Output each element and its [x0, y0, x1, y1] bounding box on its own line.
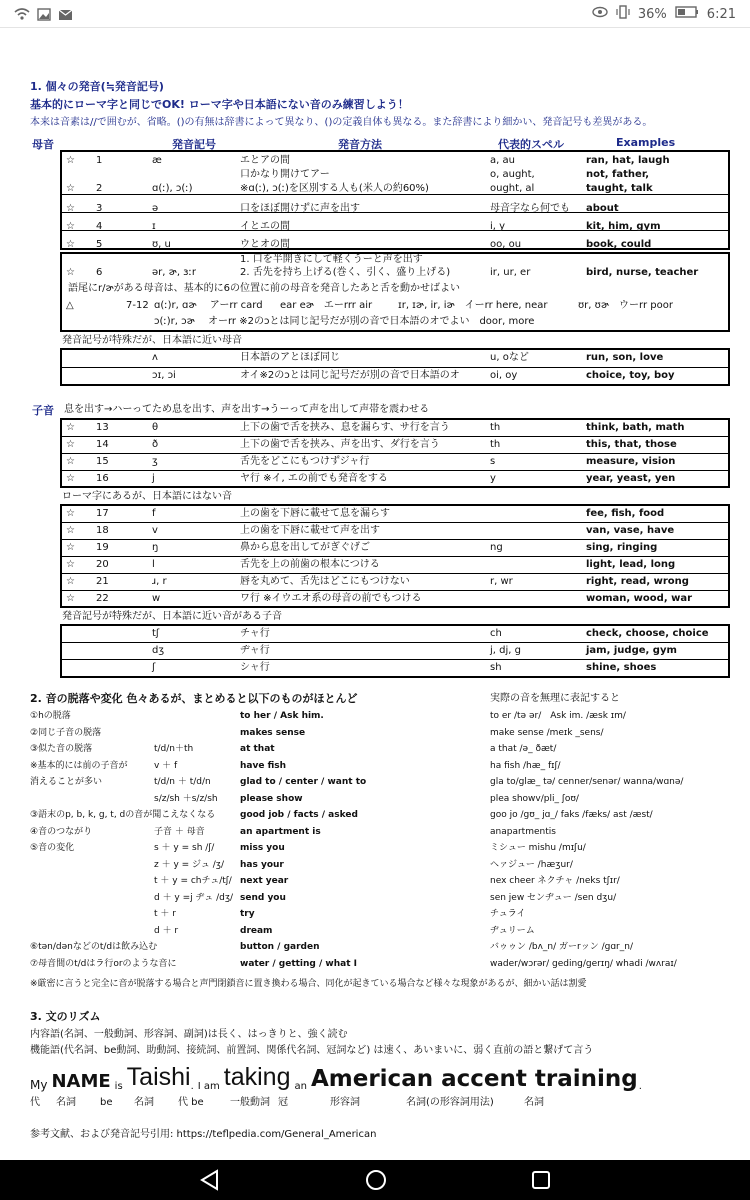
row-examples: fee, fish, food: [586, 508, 665, 519]
row-star: ☆: [66, 542, 75, 553]
change-example: dream: [240, 925, 273, 936]
row-star: ☆: [66, 473, 75, 484]
row-spelling: sh: [490, 662, 502, 673]
row-spelling: y: [490, 473, 496, 484]
row-examples: right, read, wrong: [586, 576, 689, 587]
row-examples: ran, hat, laugh: [586, 155, 670, 166]
r-vowel-spelling: ir, ur, er: [490, 267, 531, 278]
word-i-am: I am: [197, 1081, 220, 1092]
row-symbol: æ: [152, 155, 162, 166]
row-star: ☆: [66, 183, 75, 194]
row-number: 18: [96, 525, 109, 536]
word-period-1: .: [190, 1081, 194, 1092]
row-spelling: oi, oy: [490, 370, 518, 381]
row-method: 日本語のアとほぼ同じ: [240, 352, 340, 363]
row-method: 上の歯を下唇に載せて息を漏らす: [240, 508, 390, 519]
tag-be: be: [100, 1097, 113, 1108]
row-spelling: o, aught,: [490, 169, 535, 180]
row-symbol: ʃ: [152, 662, 156, 673]
word-period-2: .: [638, 1081, 642, 1092]
section1-subtitle: 基本的にローマ字と同じでOK! ローマ字や日本語にない音のみ練習しよう！: [30, 98, 409, 111]
tag-noun-1: 名詞: [56, 1097, 76, 1108]
row-star: ☆: [66, 155, 75, 166]
row-examples: kit, him, gym: [586, 221, 661, 232]
tag-verb: 一般動詞: [230, 1097, 270, 1108]
row-method: オイ※2のɔとは同じ記号だが別の音で日本語のオ: [240, 370, 460, 381]
change-rule: d ＋ r: [154, 925, 179, 936]
row-number: 4: [96, 221, 103, 232]
r-vowel-method2: 2. 舌先を持ち上げる(巻く、引く、盛り上げる): [240, 267, 451, 278]
row-method: 舌先を上の前歯の根本につける: [240, 559, 380, 570]
row-method: ヂャ行: [240, 645, 270, 656]
row-number: 15: [96, 456, 109, 467]
row-number: 1: [96, 155, 103, 166]
row-spelling: a, au: [490, 155, 515, 166]
row-symbol: θ: [152, 422, 159, 433]
change-rule: z ＋ y = ジュ /ʒ/: [154, 859, 224, 870]
row-examples: woman, wood, war: [586, 593, 693, 604]
row-symbol: l: [152, 559, 155, 570]
row-star: ☆: [66, 508, 75, 519]
section2-title: 2. 音の脱落や変化 色々あるが、まとめると以下のものがほとんど: [30, 692, 358, 705]
change-example: next year: [240, 876, 289, 886]
row-number: 19: [96, 542, 109, 553]
special-vowel-label: 発音記号が特殊だが、日本語に近い母音: [62, 335, 242, 346]
r-line-triangle: △: [66, 300, 74, 311]
change-rule: t/d/n＋th: [154, 744, 194, 754]
change-example: send you: [240, 892, 286, 903]
r-line-number: 7-12: [126, 300, 149, 311]
section3-line2: 機能語(代名詞、be動詞、助動詞、接続詞、前置詞、関係代名詞、冠詞など) は速く、あいまいに、弱く直前の語と繋げて言う: [30, 1045, 594, 1056]
r-line-ar: ɑ(ː)r, ɑɚ アーrr card: [154, 300, 263, 311]
row-examples: this, that, those: [586, 439, 677, 450]
tag-article: 冠: [278, 1097, 288, 1108]
row-star: ☆: [66, 559, 75, 570]
section2-right-title: 実際の音を無理に表記すると: [490, 693, 620, 704]
row-method: ワ行 ※イウエオ系の母音の前でもつける: [240, 593, 422, 604]
header-spelling: 代表的スペル: [498, 138, 564, 151]
row-symbol: v: [152, 525, 158, 536]
word-name: NAME: [51, 1071, 111, 1092]
row-number: 5: [96, 239, 103, 250]
change-real-sound: ha fish /hæ_ fɪʃ/: [490, 760, 561, 771]
clock: 6:21: [706, 6, 736, 22]
row-method: ※ɑ(ː), ɔ(ː)を区別する人も(米人の約60%): [240, 183, 429, 194]
row-examples: not, father,: [586, 169, 650, 180]
row-symbol: dʒ: [152, 645, 165, 656]
word-taking: taking: [223, 1063, 291, 1091]
change-example: miss you: [240, 843, 285, 853]
row-symbol: j: [152, 473, 155, 484]
r-vowel-number: 6: [96, 267, 103, 278]
row-examples: check, choose, choice: [586, 628, 709, 639]
row-symbol: ɪ: [152, 221, 156, 232]
row-method: 上の歯を下唇に載せて声を出す: [240, 525, 380, 536]
back-button[interactable]: [198, 1168, 222, 1196]
reference: 参考文献、および発音記号引用: https://teflpedia.com/General_American: [30, 1129, 377, 1140]
change-rule: d ＋ y =j ヂュ /dʒ/: [154, 892, 234, 903]
change-label: ③語末のp, b, k, g, t, dの音が聞こえなくなる: [30, 810, 216, 820]
r-vowel-symbol: ər, ɚ, ɜːr: [152, 267, 196, 278]
row-spelling: u, oなど: [490, 352, 529, 363]
change-rule: t ＋ y = chチュ/tʃ/: [154, 876, 232, 886]
row-symbol: tʃ: [152, 628, 160, 639]
mail-icon: [58, 6, 73, 25]
tag-pronoun: 代: [30, 1097, 40, 1108]
change-real-sound: ヘァジュー /hæʒur/: [490, 859, 573, 870]
header-vowel: 母音: [32, 138, 54, 151]
header-symbol: 発音記号: [172, 138, 216, 151]
change-label: 消えることが多い: [30, 777, 103, 787]
tag-pronoun-be: 代 be: [178, 1097, 204, 1108]
tag-noun-adjectival: 名詞(の形容詞用法): [406, 1097, 494, 1108]
row-method: 上下の歯で舌を挟み、声を出す、ダ行を言う: [240, 439, 440, 450]
row-star: ☆: [66, 203, 75, 214]
change-label: ②同じ子音の脱落: [30, 727, 102, 738]
row-symbol: ʌ: [152, 352, 158, 363]
row-spelling: ch: [490, 628, 502, 639]
change-real-sound: nex cheer ネクチャ /neks tʃɪr/: [490, 876, 620, 886]
row-symbol: w: [152, 593, 161, 604]
row-number: 17: [96, 508, 109, 519]
row-star: ☆: [66, 239, 75, 250]
row-symbol: ɔɪ, ɔi: [152, 370, 176, 381]
row-star: ☆: [66, 576, 75, 587]
row-star: ☆: [66, 439, 75, 450]
row-symbol: ɹ, r: [152, 576, 167, 587]
wifi-icon: [14, 6, 30, 25]
word-is: is: [114, 1081, 123, 1092]
r-vowel-examples: bird, nurse, teacher: [586, 267, 699, 278]
row-spelling: s: [490, 456, 496, 467]
consonant-label: 子音: [32, 404, 54, 417]
row-method: ヤ行 ※イ, エの前でも発音をする: [240, 473, 388, 484]
change-label: ⑤音の変化: [30, 843, 75, 853]
r-vowel-method1: 1. 口を半開きにして軽くうーと声を出す: [240, 254, 423, 265]
row-method: 上下の歯で舌を挟み、息を漏らす、サ行を言う: [240, 422, 450, 433]
row-method: ウとオの間: [240, 239, 290, 250]
row-spelling: 母音字なら何でも: [490, 203, 570, 214]
change-rule: s/z/sh ＋s/z/sh: [154, 793, 218, 804]
change-example: have fish: [240, 760, 287, 771]
change-real-sound: gla to/glæ_ tə/ cenner/senər/ wanna/wɑnə/: [490, 777, 684, 787]
word-american-accent-training: American accent training: [310, 1066, 638, 1092]
recents-button[interactable]: [529, 1168, 553, 1196]
row-number: 2: [96, 183, 103, 194]
row-star: ☆: [66, 221, 75, 232]
r-line-or: ɔ(ː)r, ɔɚ オーrr ※2のɔとは同じ記号だが別の音で日本語のオでよい door, more: [154, 316, 535, 327]
row-symbol: ð: [152, 439, 159, 450]
row-star: ☆: [66, 525, 75, 536]
row-spelling: ng: [490, 542, 503, 553]
row-examples: book, could: [586, 239, 652, 250]
r-vowel-note: 語尾にr/ɚがある母音は、基本的に6の位置に前の母音を発音したあと舌を動かせばよい: [68, 283, 461, 294]
change-real-sound: wader/wɔrər/ geding/gerɪŋ/ whadi /wʌraɪ/: [490, 958, 677, 969]
section3-title: 3. 文のリズム: [30, 1010, 101, 1023]
change-label: ※基本的には前の子音が: [30, 760, 128, 771]
change-real-sound: to er /tə ər/ Ask im. /æsk ɪm/: [490, 711, 626, 721]
change-real-sound: sen jew センヂュー /sen dʒu/: [490, 892, 617, 903]
status-bar: [0, 0, 750, 28]
row-examples: van, vase, have: [586, 525, 675, 536]
row-method: 鼻から息を出してがぎぐげご: [240, 542, 370, 553]
row-number: 20: [96, 559, 109, 570]
row-symbol: ɑ(ː), ɔ(ː): [152, 183, 193, 194]
change-real-sound: ミシュー mishu /mɪʃu/: [490, 843, 586, 853]
change-label: ④音のつながり: [30, 826, 93, 837]
navigation-bar: [0, 1160, 750, 1200]
row-method: 舌先をどこにもつけずジャ行: [240, 456, 370, 467]
row-examples: jam, judge, gym: [586, 645, 677, 656]
row-symbol: ʒ: [152, 456, 158, 467]
row-examples: think, bath, math: [586, 422, 685, 433]
row-examples: year, yeast, yen: [586, 473, 676, 484]
row-star: ☆: [66, 422, 75, 433]
change-example: please show: [240, 793, 303, 804]
row-examples: choice, toy, boy: [586, 370, 675, 381]
rhythm-sentence: [30, 1058, 642, 1092]
section2-footnote: ※厳密に言うと完全に音が脱落する場合と声門閉鎖音に置き換わる場合、同化が起きている場合など様々な現象があるが、細かい話は割愛: [30, 979, 587, 989]
tag-noun-3: 名詞: [524, 1097, 544, 1108]
row-number: 13: [96, 422, 109, 433]
row-method: 口をほぼ開けずに声を出す: [240, 203, 360, 214]
change-example: try: [240, 909, 255, 919]
change-real-sound: バゥゥン /bʌ_n/ ガーrッン /gɑr_n/: [490, 942, 633, 952]
section3-line1: 内容語(名詞、一般動詞、形容詞、副詞)は長く、はっきりと、強く読む: [30, 1029, 348, 1040]
word-my: My: [30, 1078, 48, 1092]
row-method: チャ行: [240, 628, 270, 639]
row-examples: shine, shoes: [586, 662, 657, 673]
row-number: 14: [96, 439, 109, 450]
row-method: 唇を丸めて、舌先はどこにもつけない: [240, 576, 410, 587]
row-examples: about: [586, 203, 619, 214]
tag-adjective: 形容詞: [330, 1097, 360, 1108]
row-symbol: ʊ, u: [152, 239, 171, 250]
change-real-sound: make sense /meɪk _sens/: [490, 727, 604, 738]
change-real-sound: チュライ: [490, 909, 526, 919]
row-symbol: f: [152, 508, 156, 519]
change-real-sound: goo jo /gʊ_ jɑ_/ faks /fæks/ ast /æst/: [490, 810, 653, 820]
change-real-sound: a that /ə_ ðæt/: [490, 744, 557, 754]
row-method: イとエの間: [240, 221, 290, 232]
change-rule: t ＋ r: [154, 909, 176, 919]
row-symbol: ə: [152, 203, 159, 214]
r-line-ir: ɪr, ɪɚ, ir, iɚ イーrr here, near: [398, 300, 548, 311]
change-real-sound: plea showv/pli_ ʃoʊ/: [490, 793, 579, 804]
change-rule: 子音 ＋ 母音: [154, 826, 205, 837]
change-example: glad to / center / want to: [240, 777, 367, 787]
r-line-ur: ʊr, ʊɚ ウーrr poor: [578, 300, 673, 311]
row-number: 21: [96, 576, 109, 587]
change-rule: s ＋ y = sh /ʃ/: [154, 843, 215, 853]
consonant-note: 息を出す→ハーってため息を出す、声を出す→うーって声を出して声帯を震わせる: [64, 404, 430, 415]
change-real-sound: ヂュリーム: [490, 925, 535, 936]
row-number: 3: [96, 203, 103, 214]
row-spelling: oo, ou: [490, 239, 522, 250]
row-method: エとアの間: [240, 155, 290, 166]
change-label: ①hの脱落: [30, 711, 71, 721]
change-example: at that: [240, 744, 275, 754]
row-examples: taught, talk: [586, 183, 653, 194]
header-examples: Examples: [616, 136, 676, 149]
row-spelling: th: [490, 422, 501, 433]
change-example: water / getting / what I: [240, 958, 358, 969]
section1-title: 1. 個々の発音(≒発音記号): [30, 80, 164, 93]
change-label: ③似た音の脱落: [30, 744, 93, 754]
row-symbol: ŋ: [152, 542, 159, 553]
image-notification-icon: [37, 6, 51, 25]
change-example: an apartment is: [240, 826, 321, 837]
home-button[interactable]: [364, 1168, 388, 1196]
roman-label: ローマ字にあるが、日本語にはない音: [62, 491, 232, 502]
eye-comfort-icon: [592, 6, 608, 22]
row-method: シャ行: [240, 662, 270, 673]
row-examples: sing, ringing: [586, 542, 658, 553]
vibrate-icon: [616, 5, 630, 23]
r-line-ear: ear eɚ エーrrr air: [280, 300, 373, 311]
change-label: ⑦母音間のt/dはラ行orのような音に: [30, 958, 177, 969]
change-label: ⑥tən/dənなどのt/dは飲み込む: [30, 942, 158, 952]
row-star: ☆: [66, 456, 75, 467]
battery-icon: [675, 6, 699, 22]
row-star: ☆: [66, 593, 75, 604]
row-spelling: r, wr: [490, 576, 513, 587]
section1-note: 本来は音素は//で囲むが、省略。()の有無は辞書によって異なり、()の定義自体も異なる。また辞書により細かい、発音記号も差異がある。: [30, 117, 653, 128]
row-method: 口かなり開けてアー: [240, 169, 330, 180]
row-examples: light, lead, long: [586, 559, 676, 570]
row-examples: run, son, love: [586, 352, 664, 363]
special-consonant-label: 発音記号が特殊だが、日本語に近い音がある子音: [62, 611, 282, 622]
row-spelling: th: [490, 439, 501, 450]
row-spelling: i, y: [490, 221, 506, 232]
tag-noun-2: 名詞: [134, 1097, 154, 1108]
row-examples: measure, vision: [586, 456, 676, 467]
change-example: good job / facts / asked: [240, 810, 358, 820]
change-rule: v ＋ f: [154, 760, 178, 771]
row-spelling: ought, al: [490, 183, 535, 194]
row-number: 16: [96, 473, 109, 484]
header-method: 発音方法: [338, 138, 382, 151]
r-vowel-star: ☆: [66, 267, 75, 278]
row-spelling: j, dj, g: [490, 645, 521, 656]
change-real-sound: anapartmentis: [490, 826, 556, 837]
change-example: has your: [240, 859, 284, 870]
change-example: makes sense: [240, 727, 306, 738]
change-example: button / garden: [240, 942, 320, 952]
change-rule: t/d/n ＋ t/d/n: [154, 777, 211, 787]
row-number: 22: [96, 593, 109, 604]
battery-percent: 36%: [637, 6, 667, 22]
word-an: an: [294, 1081, 307, 1092]
change-example: to her / Ask him.: [240, 711, 324, 721]
word-taishi: Taishi: [126, 1063, 191, 1091]
